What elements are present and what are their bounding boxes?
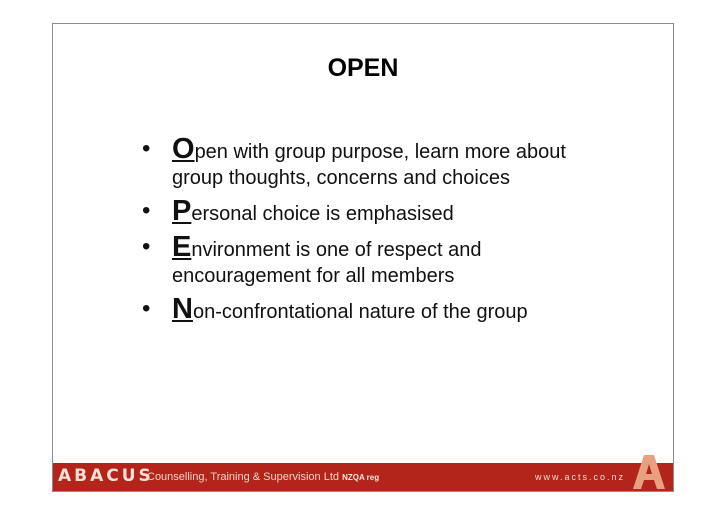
bullet-text: on-confrontational nature of the group <box>192 301 528 323</box>
bullet-text: ersonal choice is emphasised <box>191 203 454 225</box>
footer-band <box>53 463 673 491</box>
nzqa-badge: NZQA reg <box>342 473 380 482</box>
bullet-dot: • <box>142 295 151 322</box>
abacus-logo: ABACUS <box>58 466 154 486</box>
slide-title: OPEN <box>327 54 399 82</box>
bullet-initial: O <box>172 133 195 165</box>
tagline-text: Counselling, Training & Supervision Ltd <box>147 471 340 483</box>
bullet-item-open <box>139 133 609 191</box>
bullet-dot: • <box>142 135 151 162</box>
bullet-text: pen with group purpose, learn more about group thoughts, concerns and choices <box>172 141 566 189</box>
bullet-dot: • <box>142 197 151 224</box>
bullet-list <box>139 133 609 332</box>
bullet-item-personal <box>139 195 609 227</box>
bullet-initial: P <box>172 195 192 227</box>
slide <box>52 23 674 492</box>
bullet-item-environment <box>139 231 609 289</box>
bullet-initial: N <box>172 293 193 325</box>
bullet-text: nvironment is one of respect and encouragement for all members <box>172 239 482 287</box>
bullet-dot: • <box>142 233 151 260</box>
bullet-initial: E <box>172 231 192 263</box>
bullet-item-non-confrontational <box>139 293 609 325</box>
abacus-a-logo-icon <box>633 455 665 489</box>
footer-url: www.acts.co.nz <box>534 472 625 482</box>
footer-tagline <box>147 471 379 483</box>
